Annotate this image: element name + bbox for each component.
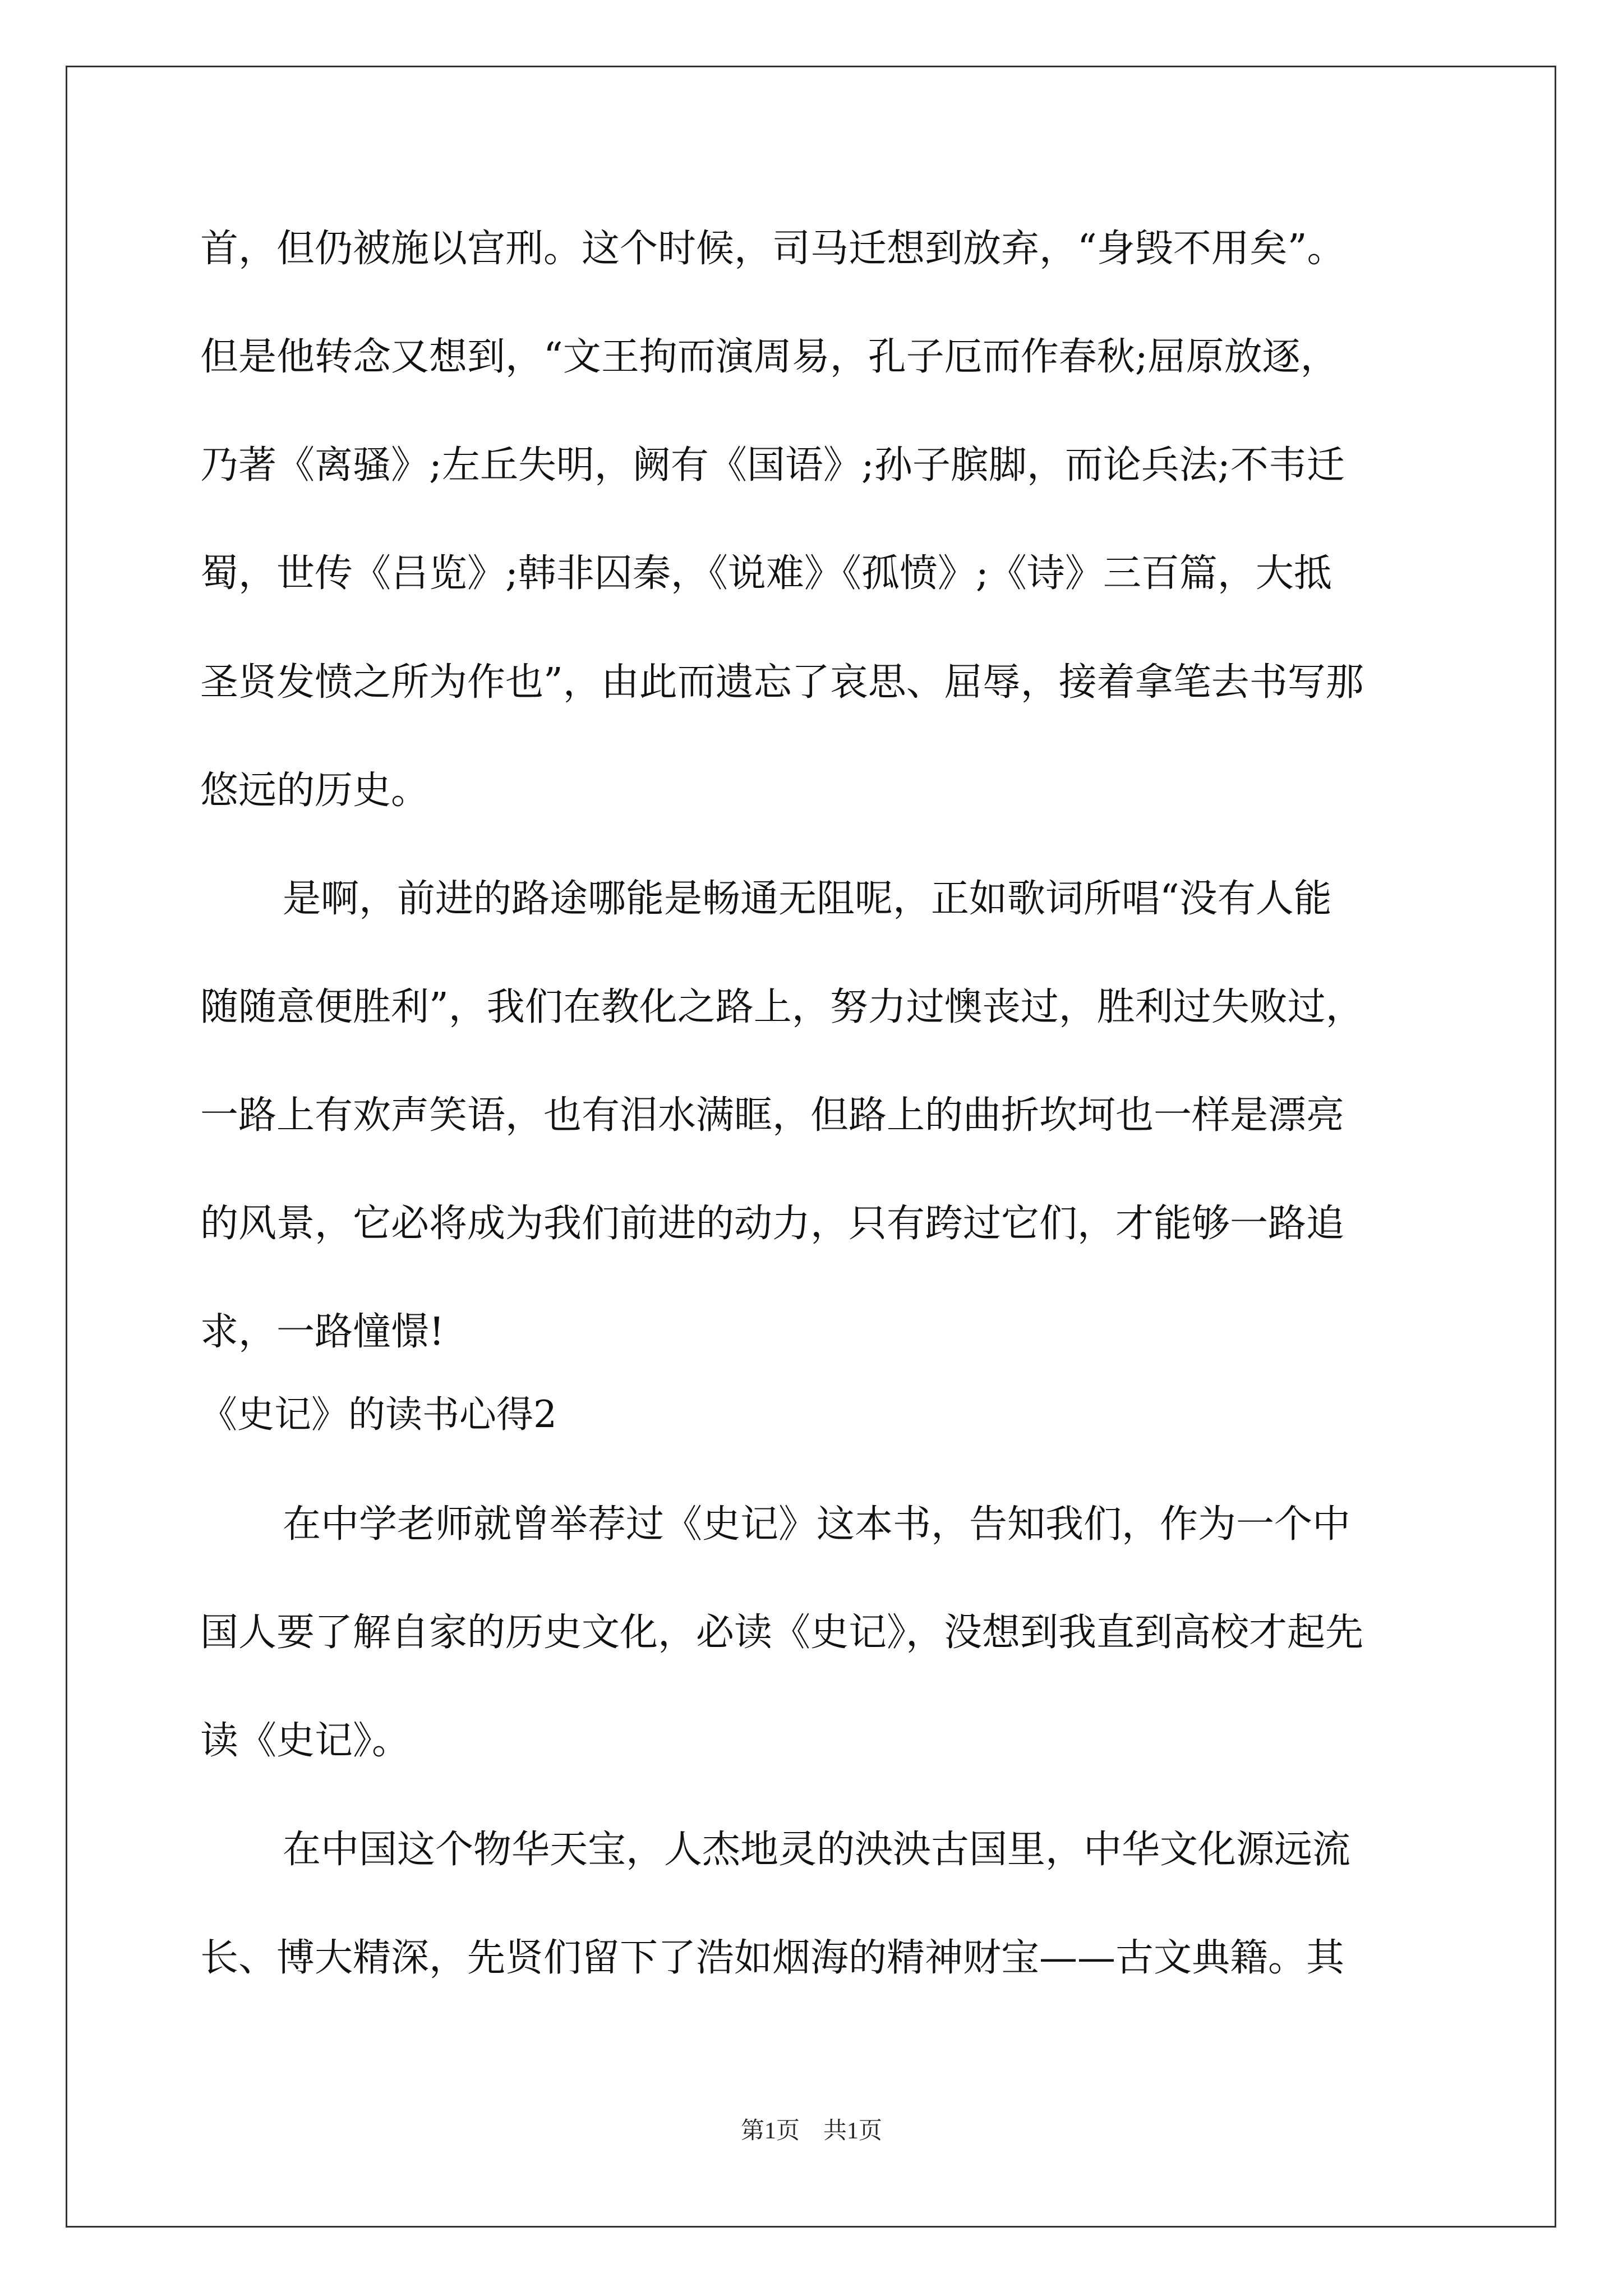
text-line: 但是他转念又想到，“文王拘而演周易，孔子厄而作春秋;屈原放逐， — [200, 335, 1339, 379]
page-number-footer: 第1页 共1页 — [740, 2118, 882, 2144]
page-border — [66, 66, 1556, 2228]
text-line: 国人要了解自家的历史文化，必读《史记》，没想到我直到高校才起先 — [200, 1611, 1364, 1655]
text-line: 一路上有欢声笑语，也有泪水满眶，但路上的曲折坎坷也一样是漂亮 — [200, 1093, 1345, 1138]
paragraph-first-line: 是啊，前进的路途哪能是畅通无阻呢，正如歌词所唱“没有人能 — [283, 877, 1332, 921]
text-line: 首，但仍被施以宫刑。这个时候，司马迁想到放弃，“身毁不用矣”。 — [200, 227, 1345, 271]
text-line: 长、博大精深，先贤们留下了浩如烟海的精神财宝——古文典籍。其 — [200, 1936, 1345, 1980]
text-line: 随随意便胜利”，我们在教化之路上，努力过懊丧过，胜利过失败过， — [200, 985, 1364, 1029]
section-heading: 《史记》的读书心得2 — [200, 1393, 557, 1436]
text-line: 圣贤发愤之所为作也”，由此而遗忘了哀思、屈辱，接着拿笔去书写那 — [200, 660, 1364, 705]
text-line: 的风景，它必将成为我们前进的动力，只有跨过它们，才能够一路追 — [200, 1202, 1345, 1246]
text-line: 乃著《离骚》;左丘失明，阙有《国语》;孙子膑脚，而论兵法;不韦迁 — [200, 443, 1345, 487]
paragraph-first-line: 在中学老师就曾举荐过《史记》这本书，告知我们，作为一个中 — [283, 1502, 1351, 1547]
text-line: 悠远的历史。 — [200, 769, 430, 813]
paragraph-first-line: 在中国这个物华天宝，人杰地灵的泱泱古国里，中华文化源远流 — [283, 1828, 1351, 1872]
text-line: 读《史记》。 — [200, 1719, 411, 1763]
text-line: 蜀，世传《吕览》;韩非囚秦，《说难》《孤愤》;《诗》三百篇，大抵 — [200, 551, 1332, 596]
text-line: 求，一路憧憬! — [200, 1310, 445, 1354]
